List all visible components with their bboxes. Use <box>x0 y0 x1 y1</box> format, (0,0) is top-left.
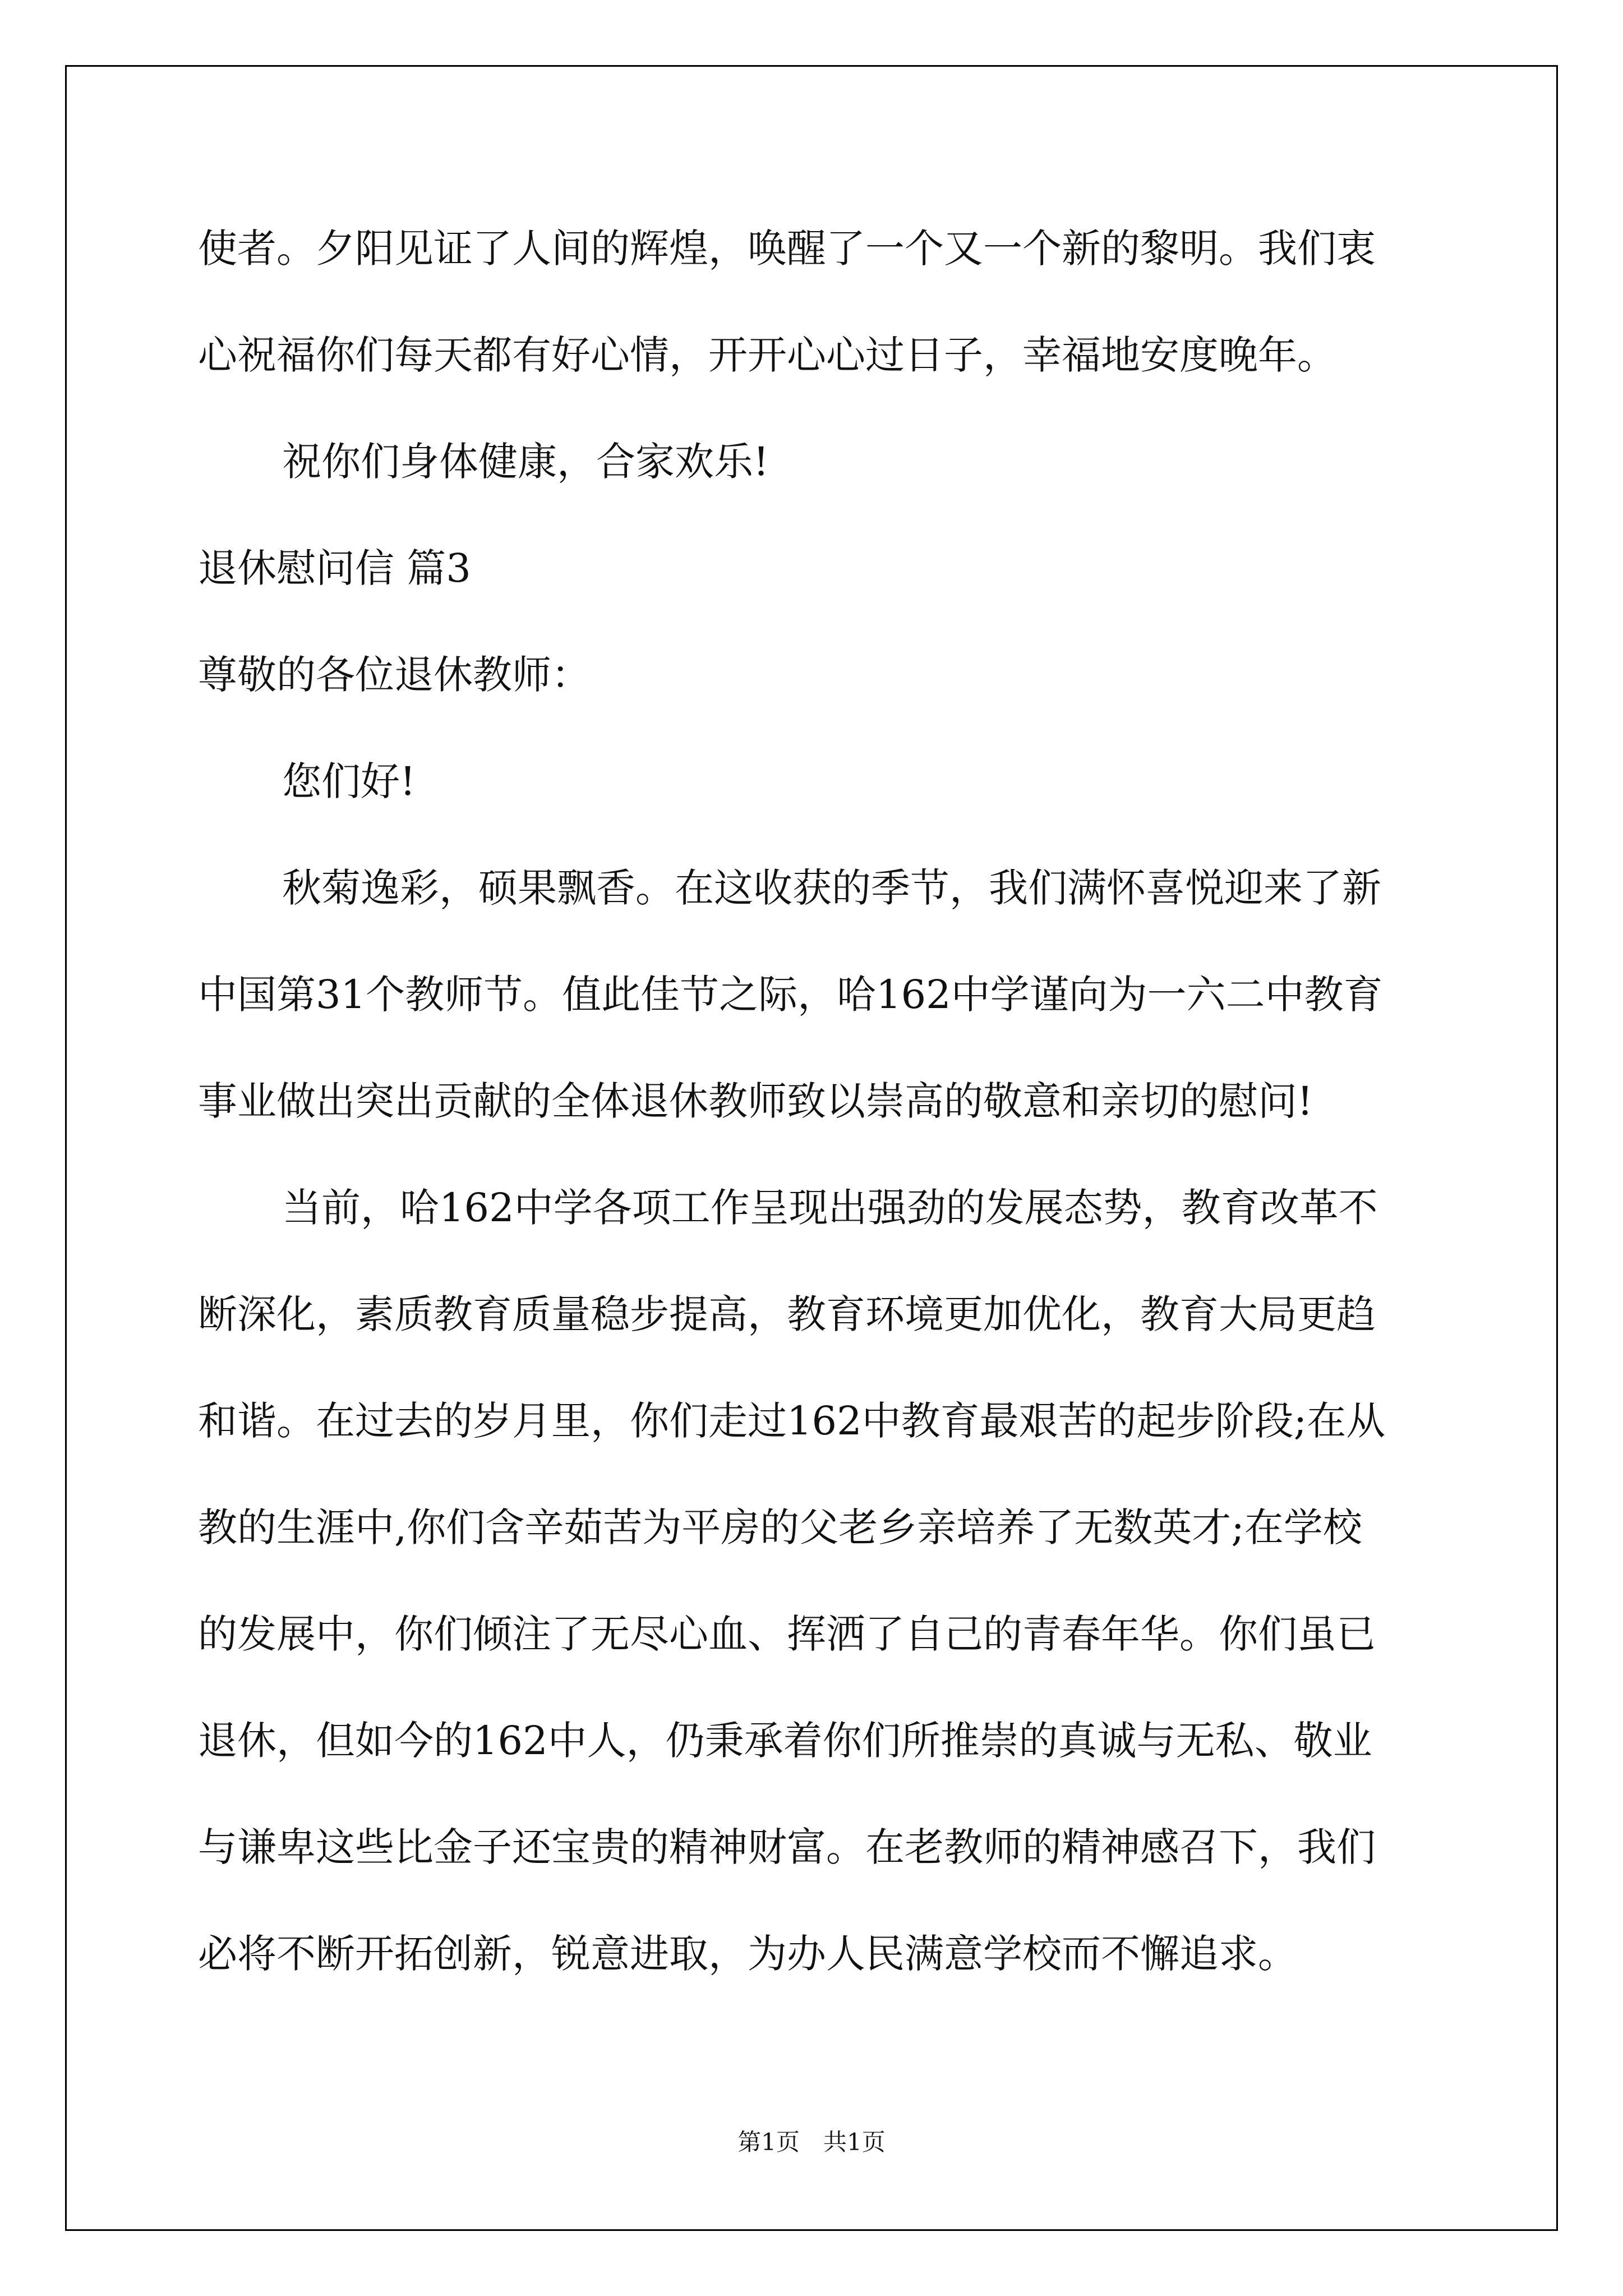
paragraph-line: 中国第31个教师节。值此佳节之际，哈162中学谨向为一六二中教育 <box>198 972 1383 1018</box>
paragraph-line: 心祝福你们每天都有好心情，开开心心过日子，幸福地安度晚年。 <box>198 332 1336 378</box>
page-border <box>65 65 1558 2231</box>
paragraph-line: 秋菊逸彩，硕果飘香。在这收获的季节，我们满怀喜悦迎来了新 <box>282 865 1381 911</box>
paragraph-line: 事业做出突出贡献的全体退休教师致以崇高的敬意和亲切的慰问! <box>198 1078 1313 1124</box>
paragraph-line: 当前，哈162中学各项工作呈现出强劲的发展态势，教育改革不 <box>282 1185 1378 1231</box>
section-heading: 退休慰问信 篇3 <box>198 545 471 591</box>
paragraph-line: 的发展中，你们倾注了无尽心血、挥洒了自己的青春年华。你们虽已 <box>198 1611 1376 1657</box>
paragraph-line: 与谦卑这些比金子还宝贵的精神财富。在老教师的精神感召下，我们 <box>198 1824 1376 1870</box>
salutation: 尊敬的各位退休教师： <box>198 652 591 698</box>
greeting: 您们好! <box>282 758 416 804</box>
paragraph-line: 必将不断开拓创新，锐意进取，为办人民满意学校而不懈追求。 <box>198 1931 1297 1977</box>
paragraph-line: 祝你们身体健康，合家欢乐! <box>282 439 769 485</box>
paragraph-line: 断深化，素质教育质量稳步提高，教育环境更加优化，教育大局更趋 <box>198 1291 1376 1337</box>
paragraph-line: 使者。夕阳见证了人间的辉煌，唤醒了一个又一个新的黎明。我们衷 <box>198 226 1376 272</box>
paragraph-line: 退休，但如今的162中人，仍秉承着你们所推崇的真诚与无私、敬业 <box>198 1718 1372 1764</box>
page-footer: 第1页 共1页 <box>737 2128 886 2156</box>
paragraph-line: 和谐。在过去的岁月里，你们走过162中教育最艰苦的起步阶段;在从 <box>198 1398 1386 1444</box>
paragraph-line: 教的生涯中,你们含辛茹苦为平房的父老乡亲培养了无数英才;在学校 <box>198 1504 1362 1550</box>
